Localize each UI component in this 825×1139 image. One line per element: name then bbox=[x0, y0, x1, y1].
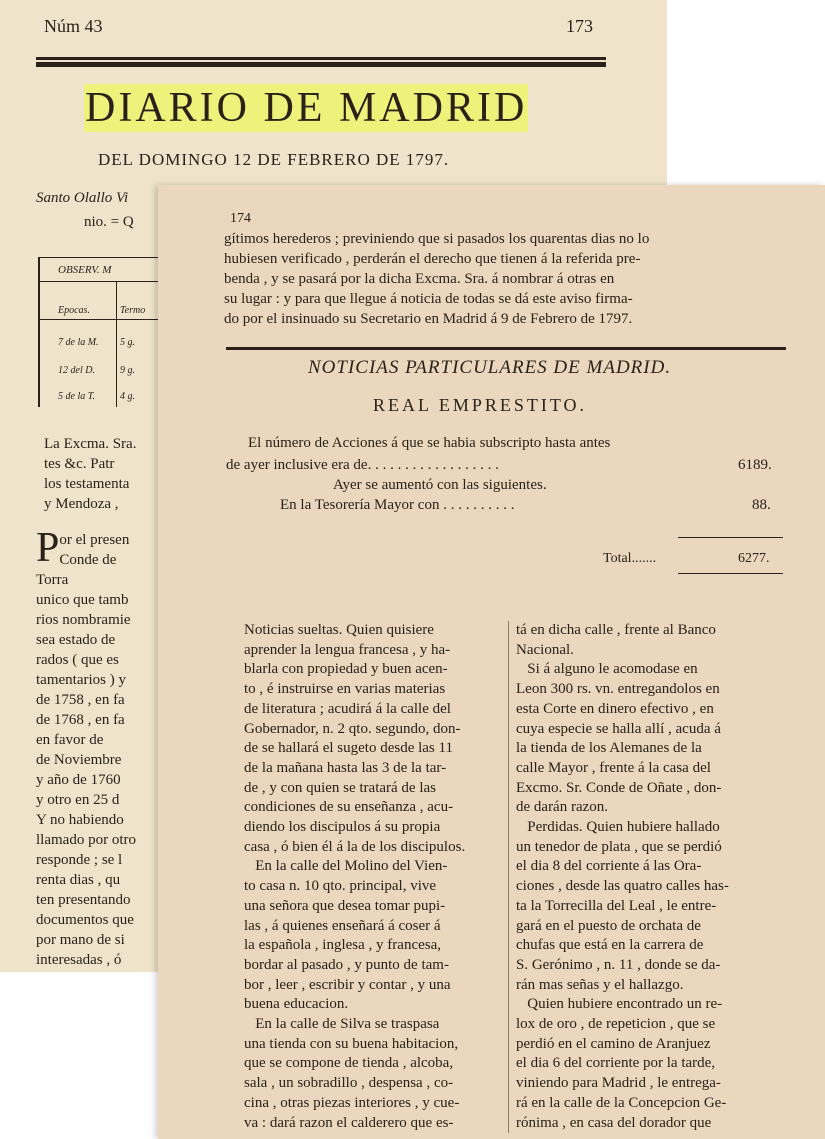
text-line: de Noviembre bbox=[36, 752, 122, 768]
text-line: interesadas , ó bbox=[36, 952, 122, 968]
text-line: Nacional. bbox=[516, 641, 574, 658]
text-line: rá en la calle de la Concepcion Ge- bbox=[516, 1094, 727, 1111]
saint-line-2: nio. = Q bbox=[84, 214, 134, 230]
issue-date: DEL DOMINGO 12 DE FEBRERO DE 1797. bbox=[98, 150, 450, 169]
total-value: 6277. bbox=[738, 551, 770, 566]
text-line: rados ( que es bbox=[36, 652, 119, 668]
masthead-rule-thick bbox=[36, 62, 606, 67]
text-line: unico que tamb bbox=[36, 592, 129, 608]
text-line: Gobernador, n. 2 qto. segundo, don- bbox=[244, 720, 461, 737]
text-line: benda , y se pasará por la dicha Excma. Sra. á nombrar á otras en bbox=[224, 271, 615, 287]
text-line: aprender la lengua francesa , y ha- bbox=[244, 641, 451, 658]
table-cell: 5 de la T. bbox=[58, 391, 96, 402]
newspaper-page-174 bbox=[158, 185, 825, 1139]
drop-cap: P bbox=[36, 525, 60, 571]
text-line: Y no habiendo bbox=[36, 812, 124, 828]
text-line: responde ; se l bbox=[36, 852, 123, 868]
text-line: va : dará razon el calderero que es- bbox=[244, 1114, 454, 1131]
notices-right-column bbox=[516, 621, 729, 1133]
loan-value: 88. bbox=[752, 497, 771, 513]
notices-left-column bbox=[244, 621, 465, 1133]
text-line: tes &c. Patr bbox=[44, 456, 115, 472]
section-rule bbox=[226, 347, 786, 350]
text-line: buena educacion. bbox=[244, 996, 349, 1013]
text-line: su lugar : y para que llegue á noticia de todas se dá este aviso firma- bbox=[224, 291, 633, 307]
text-line: lox de oro , de repeticion , que se bbox=[516, 1016, 716, 1033]
text-line: bordar al pasado , y punto de tam- bbox=[244, 956, 449, 973]
text-line: una tienda con su buena habitacion, bbox=[244, 1035, 459, 1052]
table-cell: 4 g. bbox=[120, 391, 135, 402]
table-cell: 12 del D. bbox=[58, 365, 95, 376]
text-line: gará en el puesto de orchata de bbox=[516, 917, 701, 934]
text-line: y Mendoza , bbox=[44, 496, 119, 512]
text-line: to casa n. 10 qto. principal, vive bbox=[244, 878, 437, 895]
text-line: diendo los discipulos á su propia bbox=[244, 819, 441, 836]
text-line: de la mañana hasta las 3 de la tar- bbox=[244, 759, 447, 776]
text-line: sala , un sobradillo , despensa , co- bbox=[244, 1075, 454, 1092]
page-number: 173 bbox=[566, 16, 593, 36]
text-line: ta la Torrecilla del Leal , le entre- bbox=[516, 897, 717, 914]
text-line: to , é instruirse en varias materias bbox=[244, 681, 446, 698]
text-line: La Excma. Sra. bbox=[44, 436, 137, 452]
text-line: renta dias , qu bbox=[36, 872, 121, 888]
saint-line: Santo Olallo Vi bbox=[36, 190, 129, 206]
text-line: la tienda de los Alemanes de la bbox=[516, 740, 702, 757]
loan-value: 6189. bbox=[738, 457, 772, 473]
text-line: tá en dicha calle , frente al Banco bbox=[516, 622, 716, 638]
text-line: el dia 8 del corriente á las Ora- bbox=[516, 858, 702, 875]
table-cell: Epocas. bbox=[58, 305, 90, 316]
page-number: 174 bbox=[230, 211, 251, 226]
text-line: S. Gerónimo , n. 11 , donde se da- bbox=[516, 956, 721, 973]
text-line: que se compone de tienda , alcoba, bbox=[244, 1055, 454, 1072]
text-line: hubiesen verificado , perderán el derecho que tienen á la referida pre- bbox=[224, 251, 641, 267]
table-cell: Termo bbox=[120, 305, 146, 316]
text-line: las , á quienes enseñará á coser á bbox=[244, 917, 441, 934]
text-line: el dia 6 del corriente por la tarde, bbox=[516, 1055, 716, 1072]
text-line: condiciones de su enseñanza , acu- bbox=[244, 799, 454, 816]
table-cell: 5 g. bbox=[120, 337, 135, 348]
text-line: de se hallará el sugeto desde las 11 bbox=[244, 740, 453, 757]
total-rule bbox=[678, 573, 783, 574]
subsection-title: REAL EMPRESTITO. bbox=[373, 395, 588, 415]
loan-line: de ayer inclusive era de. . . . . . . . . . . . . . . . . . bbox=[226, 457, 499, 473]
text-line: Perdidas. Quien hubiere hallado bbox=[516, 819, 720, 836]
text-line: viniendo para Madrid , le entrega- bbox=[516, 1075, 721, 1092]
announcement-text-2 bbox=[36, 525, 136, 970]
column-divider bbox=[508, 621, 509, 1133]
table-header: OBSERV. M bbox=[58, 264, 112, 276]
text-line: perdió en el camino de Aranjuez bbox=[516, 1035, 711, 1052]
total-rule bbox=[678, 537, 783, 538]
text-line: Quien hubiere encontrado un re- bbox=[516, 996, 723, 1013]
text-line: Leon 300 rs. vn. entregandolos en bbox=[516, 681, 720, 698]
issue-number: Núm 43 bbox=[44, 16, 103, 36]
text-line: de 1758 , en fa bbox=[36, 692, 125, 708]
table-cell: 7 de la M. bbox=[58, 337, 99, 348]
text-line: Si á alguno le acomodase en bbox=[516, 661, 698, 678]
text-line: Excmo. Sr. Conde de Oñate , don- bbox=[516, 779, 722, 796]
masthead-rule-top bbox=[36, 57, 606, 60]
text-line: ciones , desde las quatro calles has- bbox=[516, 878, 729, 895]
text-line: ten presentando bbox=[36, 892, 131, 908]
masthead-title: DIARIO DE MADRID bbox=[85, 85, 528, 131]
text-line: llamado por otro bbox=[36, 832, 136, 848]
text-line: los testamenta bbox=[44, 476, 130, 492]
text-line: esta Corte en dinero efectivo , en bbox=[516, 700, 714, 717]
text-line: cuya especie se halla allí , acuda á bbox=[516, 720, 721, 737]
text-line: calle Mayor , frente á la casa del bbox=[516, 759, 711, 776]
text-line: y año de 1760 bbox=[36, 772, 121, 788]
text-line: or el presen bbox=[59, 532, 130, 548]
text-line: rios nombramie bbox=[36, 612, 131, 628]
continued-paragraph bbox=[224, 229, 794, 329]
text-line: bor , leer , escribir y contar , y una bbox=[244, 976, 451, 993]
text-line: sea estado de bbox=[36, 632, 116, 648]
text-line: rónima , en casa del dorador que bbox=[516, 1114, 712, 1131]
announcement-text-1 bbox=[44, 434, 136, 514]
text-line: chufas que está en la carrera de bbox=[516, 937, 704, 954]
table-cell: 9 g. bbox=[120, 365, 135, 376]
text-line: por mano de si bbox=[36, 932, 125, 948]
loan-line: Ayer se aumentó con las siguientes. bbox=[333, 477, 547, 493]
text-line: cina , otras piezas interiores , y cue- bbox=[244, 1094, 460, 1111]
text-line: blarla con propiedad y buen acen- bbox=[244, 661, 448, 678]
text-line: casa , ó bien él á la de los discipulos. bbox=[244, 838, 466, 855]
text-line: tamentarios ) y bbox=[36, 672, 126, 688]
text-line: de 1768 , en fa bbox=[36, 712, 125, 728]
text-line: do por el insinuado su Secretario en Madrid á 9 de Febrero de 1797. bbox=[224, 311, 633, 327]
observations-table bbox=[38, 257, 160, 407]
text-line: de darán razon. bbox=[516, 799, 609, 816]
text-line: En la calle de Silva se traspasa bbox=[244, 1016, 440, 1033]
text-line: documentos que bbox=[36, 912, 134, 928]
text-line: En la calle del Molino del Vien- bbox=[244, 858, 448, 875]
section-title: NOTICIAS PARTICULARES DE MADRID. bbox=[308, 357, 672, 378]
text-line: Conde de Torra bbox=[36, 552, 117, 588]
text-line: de , y con quien se tratará de las bbox=[244, 779, 437, 796]
text-line: gítimos herederos ; previniendo que si pasados los quarentas dias no lo bbox=[224, 231, 650, 247]
text-line: Noticias sueltas. Quien quisiere bbox=[244, 622, 434, 638]
text-line: una señora que desea tomar pupi- bbox=[244, 897, 446, 914]
loan-line: El número de Acciones á que se habia subscripto hasta antes bbox=[248, 435, 611, 451]
text-line: de literatura ; acudirá á la calle del bbox=[244, 700, 451, 717]
text-line: en favor de bbox=[36, 732, 104, 748]
text-line: rán mas señas y el hallazgo. bbox=[516, 976, 684, 993]
text-line: un tenedor de plata , que se perdió bbox=[516, 838, 722, 855]
text-line: y otro en 25 d bbox=[36, 792, 120, 808]
text-line: la española , inglesa , y francesa, bbox=[244, 937, 441, 954]
loan-line: En la Tesorería Mayor con . . . . . . . . . . bbox=[280, 497, 515, 513]
total-label: Total....... bbox=[603, 551, 657, 566]
